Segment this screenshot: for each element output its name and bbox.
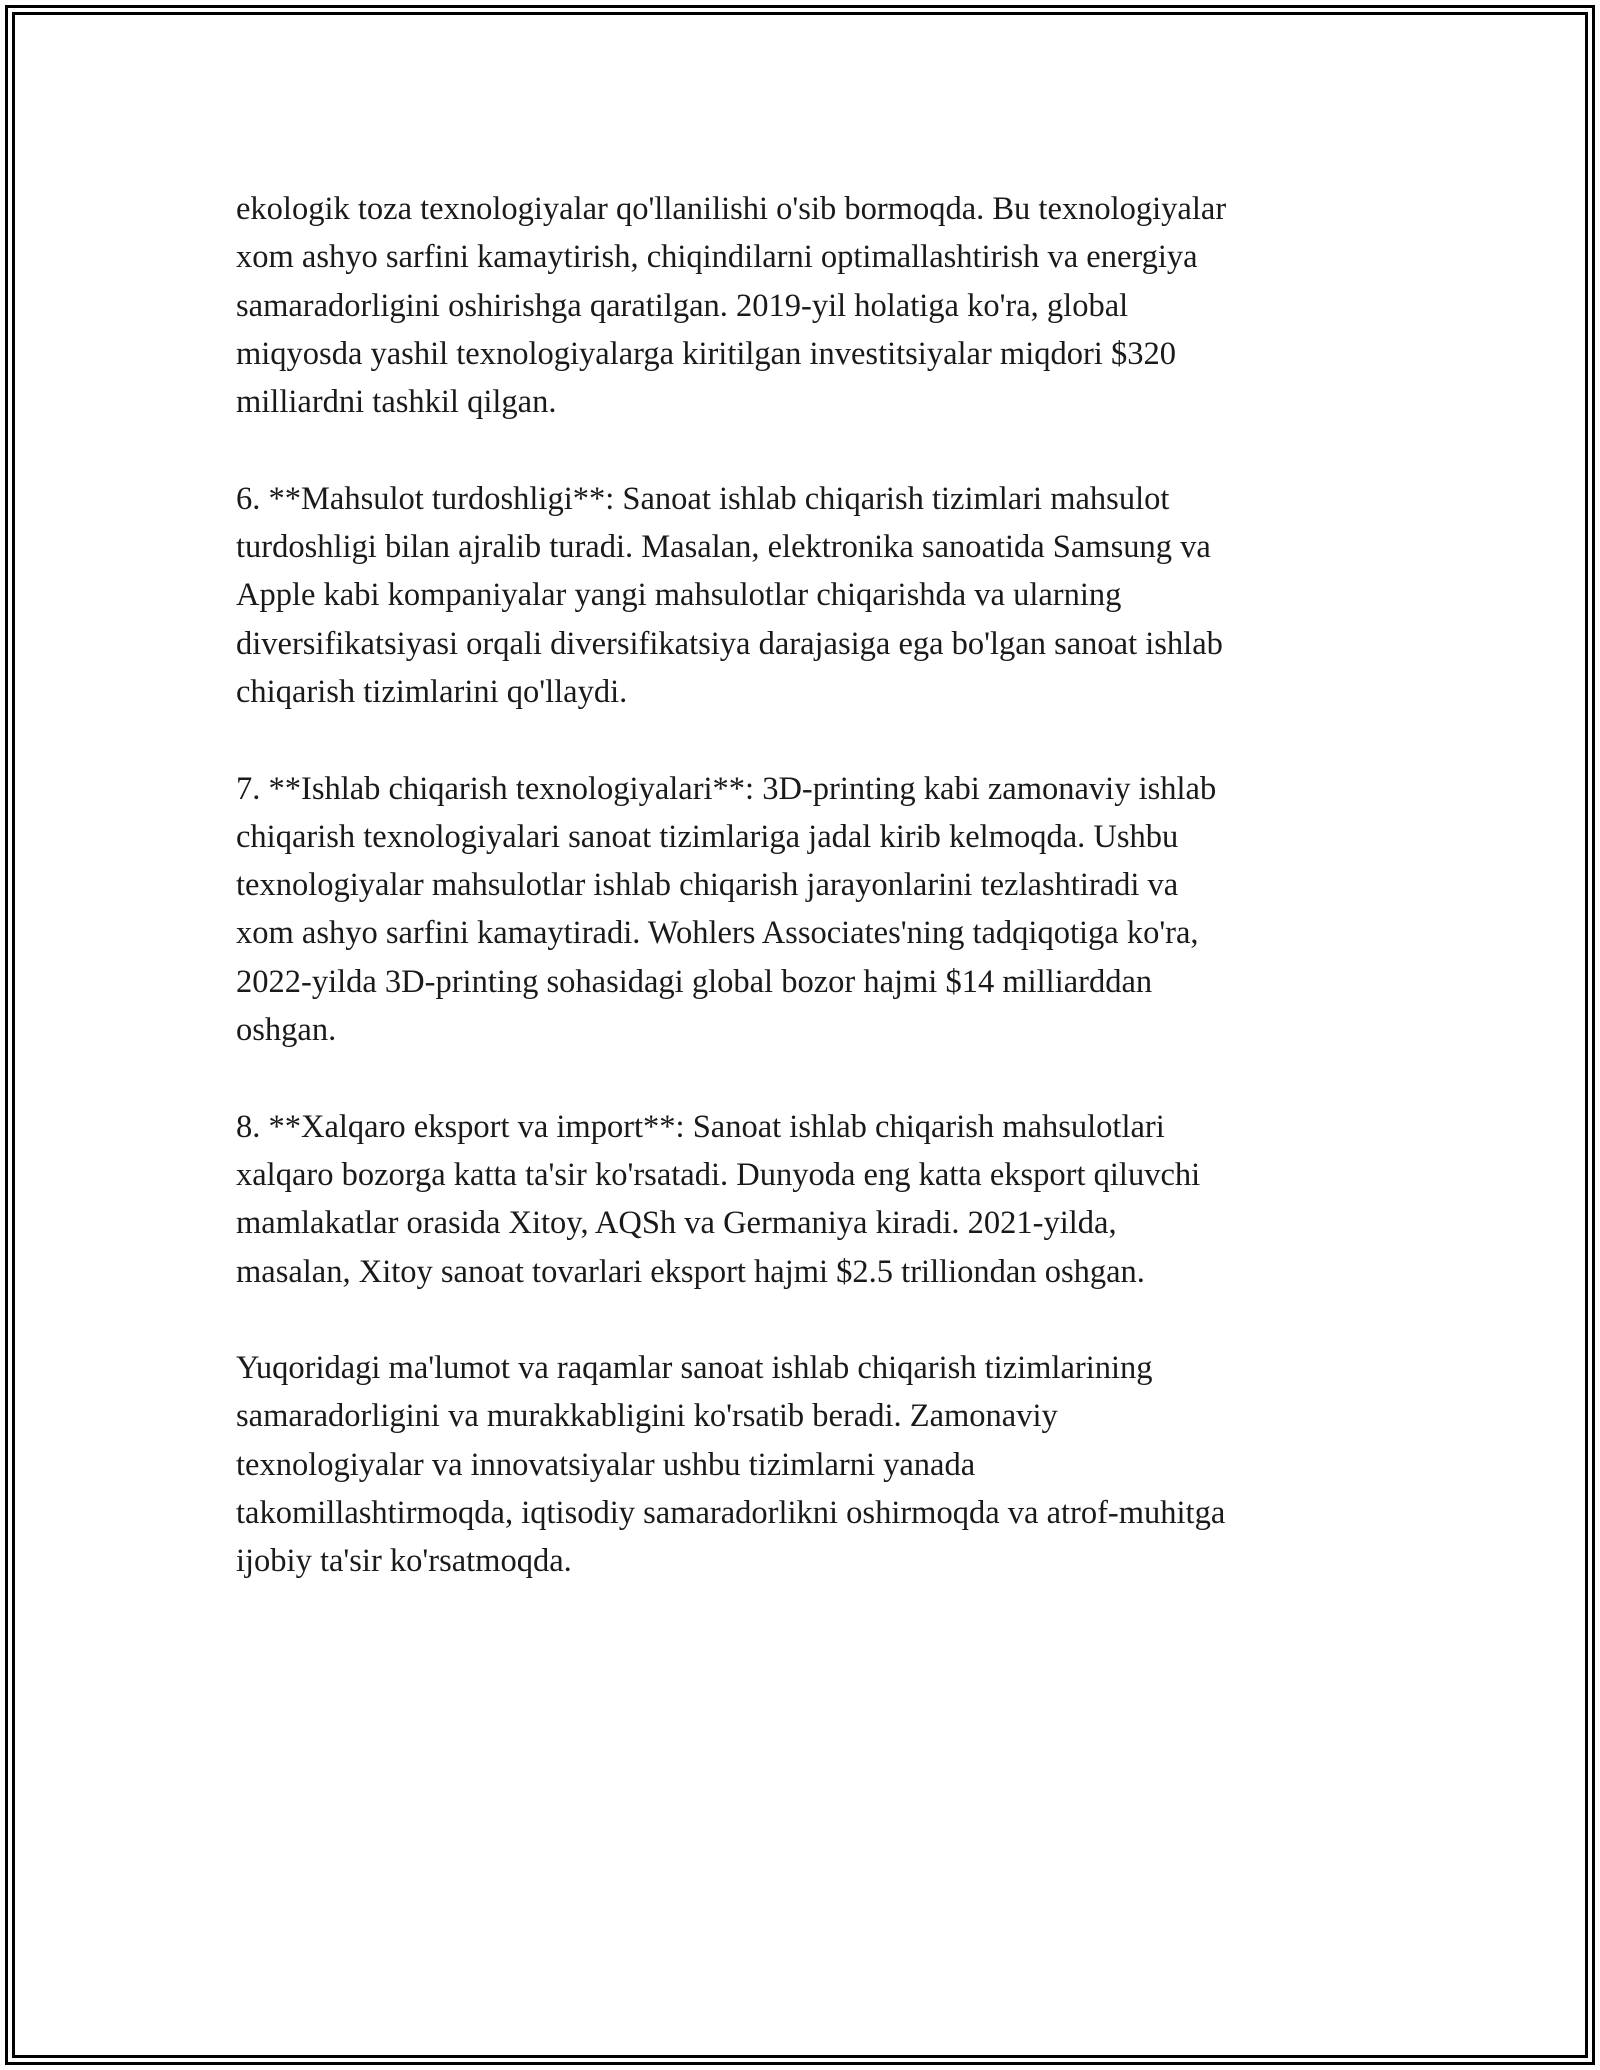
document-body xyxy=(236,185,1356,1586)
paragraph-manufacturing-technologies: 7. **Ishlab chiqarish texnologiyalari**: 3D-printing kabi zamonaviy ishlab chiqarish texnologiyalari sanoat tizimlariga jadal kirib kelmoqda. Ushbu texnologiyalar mahsulotlar ishlab chiqarish jarayonlarini tezlashtiradi va xom ashyo sarfini kamaytiradi. Wohlers Associates'ning tadqiqotiga ko'ra, 2022-yilda 3D-printing sohasidagi global bozor hajmi $14 milliarddan oshgan. xyxy=(236,770,1217,1049)
paragraph-product-diversity: 6. **Mahsulot turdoshligi**: Sanoat ishlab chiqarish tizimlari mahsulot turdoshligi bilan ajralib turadi. Masalan, elektronika sanoatida Samsung va Apple kabi kompaniyalar yangi mahsulotlar chiqarishda va ularning diversifikatsiyasi orqali diversifikatsiya darajasiga ega bo'lgan sanoat ishlab chiqarish tizimlarini qo'llaydi. xyxy=(236,480,1223,710)
paragraph-green-technology: ekologik toza texnologiyalar qo'llanilishi o'sib bormoqda. Bu texnologiyalar xom ashyo sarfini kamaytirish, chiqindilarni optimallashtirish va energiya samaradorligini oshirishga qaratilgan. 2019-yil holatiga ko'ra, global miqyosda yashil texnologiyalarga kiritilgan investitsiyalar miqdori $320 milliardni tashkil qilgan. xyxy=(236,191,1227,421)
paragraph-export-import: 8. **Xalqaro eksport va import**: Sanoat ishlab chiqarish mahsulotlari xalqaro bozorga katta ta'sir ko'rsatadi. Dunyoda eng katta eksport qiluvchi mamlakatlar orasida Xitoy, AQSh va Germaniya kiradi. 2021-yilda, masalan, Xitoy sanoat tovarlari eksport hajmi $2.5 trilliondan oshgan. xyxy=(236,1108,1201,1290)
paragraph-conclusion: Yuqoridagi ma'lumot va raqamlar sanoat ishlab chiqarish tizimlarining samaradorligini va murakkabligini ko'rsatib beradi. Zamonaviy texnologiyalar va innovatsiyalar ushbu tizimlarni yanada takomillashtirmoqda, iqtisodiy samaradorlikni oshirmoqda va atrof-muhitga ijobiy ta'sir ko'rsatmoqda. xyxy=(236,1350,1226,1580)
